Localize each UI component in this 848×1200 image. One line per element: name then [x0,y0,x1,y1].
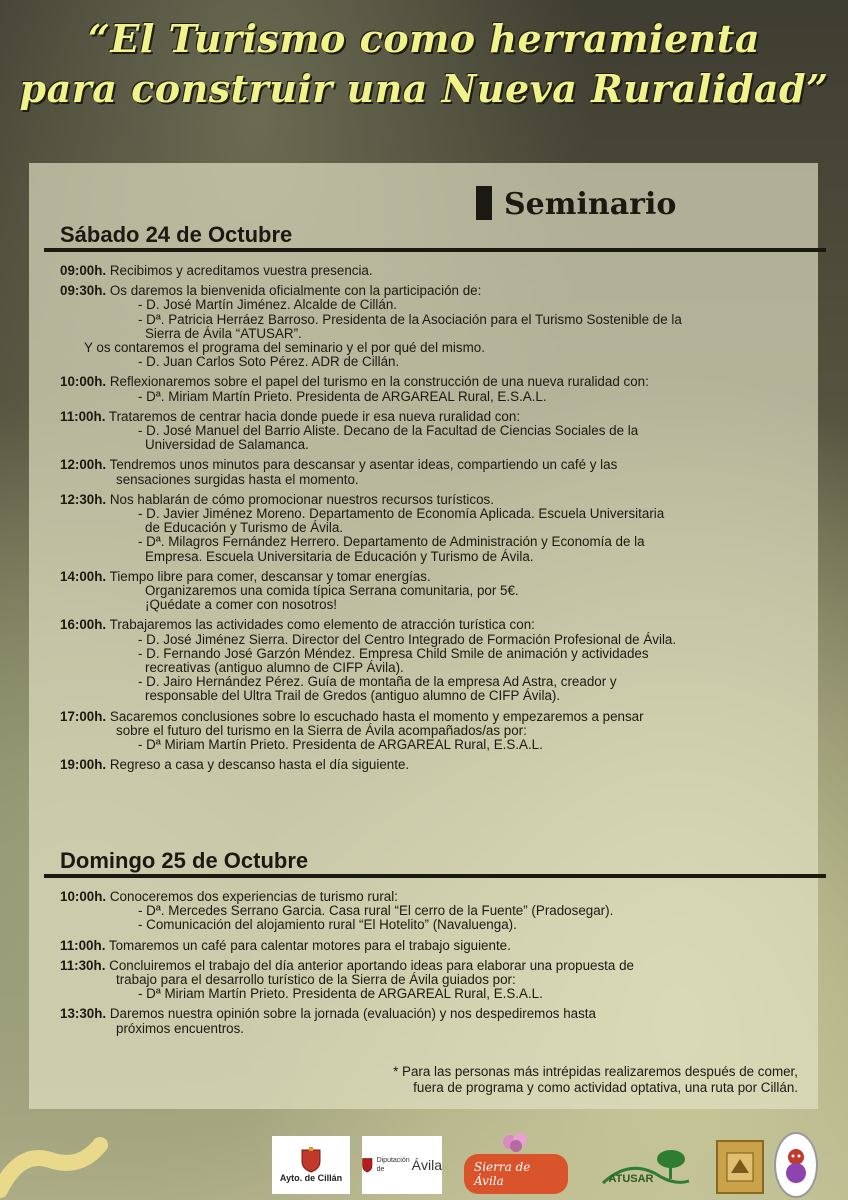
schedule-item [60,410,800,453]
saturday-schedule [60,264,800,779]
speaker-line: - D. Fernando José Garzón Méndez. Empresa Child Smile de animación y actividades [138,645,649,661]
schedule-time: 16:00h. [60,617,107,633]
poster-title [0,14,848,114]
schedule-line [60,570,800,584]
speaker-line: - D. José Martín Jiménez. Alcalde de Cillán. [138,297,397,313]
speaker-line: Organizaremos una comida típica Serrana comunitaria, por 5€. [145,583,519,599]
schedule-time: 19:00h. [60,757,107,773]
province-shield-icon [362,1152,373,1178]
coat-of-arms-icon [300,1147,322,1173]
schedule-item [60,458,800,486]
schedule-time: 14:00h. [60,568,107,584]
schedule-line [60,264,800,278]
schedule-text: Concluiremos el trabajo del día anterior aportando ideas para elaborar una propuesta de [109,957,634,973]
diputacion-avila-logo: Diputación de Ávila [362,1136,442,1194]
argareal-logo [716,1140,764,1194]
schedule-text: Trataremos de centrar hacia donde puede ir esa nueva ruralidad con: [108,408,521,424]
schedule-time: 10:00h. [60,374,107,390]
schedule-time: 10:00h. [60,889,107,904]
speaker-line: - D. José Jiménez Sierra. Director del Centro Integrado de Formación Profesional de Ávila. [138,631,677,647]
schedule-item [60,264,800,278]
footnote [300,1064,798,1096]
schedule-text: Regreso a casa y descanso hasta el día siguiente. [109,757,410,773]
atusar-logo: ATUSAR [598,1138,694,1194]
schedule-time: 12:30h. [60,491,107,507]
schedule-text: Tendremos unos minutos para descansar y asentar ideas, compartiendo un café y las [109,457,618,473]
schedule-line [60,890,800,904]
schedule-text: trabajo para el desarrollo turístico de la Sierra de Ávila guiados por: [116,972,516,988]
schedule-text: sensaciones surgidas hasta el momento. [116,471,359,487]
speaker-line: recreativas (antiguo alumno de CIFP Ávila). [145,660,404,676]
schedule-line [60,724,800,738]
schedule-line [60,959,800,973]
cifp-logo [774,1132,818,1198]
schedule-line [60,493,800,507]
schedule-time: 09:30h. [60,283,107,299]
speaker-line: - D. Juan Carlos Soto Pérez. ADR de Cillán. [138,354,400,370]
schedule-item [60,375,800,403]
character-emblem-icon [781,1143,811,1187]
argareal-emblem-icon [723,1149,757,1185]
schedule-text: Recibimos y acreditamos vuestra presencia. [109,263,373,278]
saturday-rule [44,248,826,252]
speaker-line: - Comunicación del alojamiento rural “El Hotelito” (Navaluenga). [138,917,517,933]
schedule-text: Nos hablarán de cómo promocionar nuestros recursos turísticos. [109,491,494,507]
sunday-heading: Domingo 25 de Octubre [60,848,309,873]
schedule-time: 11:30h. [60,957,106,973]
schedule-line [60,1022,800,1036]
schedule-text: Os daremos la bienvenida oficialmente con la participación de: [109,283,482,299]
schedule-line [60,618,800,632]
schedule-line [60,973,800,987]
schedule-text: Conoceremos dos experiencias de turismo rural: [109,889,398,904]
schedule-text: próximos encuentros. [116,1020,245,1036]
schedule-time: 13:30h. [60,1006,107,1022]
speaker-line: - Dª. Milagros Fernández Herrero. Departamento de Administración y Economía de la [138,534,645,550]
ayto-cillan-logo: Ayto. de Cillán [272,1136,350,1194]
schedule-text: sobre el futuro del turismo en la Sierra de Ávila acompañados/as por: [116,722,527,738]
speaker-line: ¡Quédate a comer con nosotros! [145,597,338,613]
roman-numeral-one [476,186,492,220]
schedule-line [60,473,800,487]
title-line-2: para construir una Nueva Ruralidad” [19,66,829,111]
schedule-text: Tomaremos un café para calentar motores para el trabajo siguiente. [108,937,511,953]
schedule-time: 11:00h. [60,937,106,953]
schedule-line [60,458,800,472]
schedule-item [60,959,800,1002]
speaker-line: de Educación y Turismo de Ávila. [145,520,343,536]
schedule-extra-line: Y os contaremos el programa del seminario y el por qué del mismo. [84,340,485,356]
sunday-schedule [60,890,800,1042]
saturday-heading: Sábado 24 de Octubre [60,222,293,247]
schedule-time: 12:00h. [60,457,107,473]
schedule-item [60,284,800,369]
speaker-line: responsable del Ultra Trail de Gredos (antiguo alumno de CIFP Ávila). [145,688,561,704]
schedule-text: Daremos nuestra opinión sobre la jornada (evaluación) y nos despediremos hasta [109,1006,596,1022]
schedule-item [60,570,800,613]
schedule-time: 11:00h. [60,408,106,424]
sponsor-logos [0,1128,848,1200]
footnote-line-2: fuera de programa y como actividad optativa, una ruta por Cillán. [413,1080,798,1095]
schedule-line [60,284,800,298]
speaker-line: - D. Javier Jiménez Moreno. Departamento de Economía Aplicada. Escuela Universitaria [138,506,665,522]
speaker-line: - D. José Manuel del Barrio Aliste. Decano de la Facultad de Ciencias Sociales de la [138,423,639,439]
schedule-item [60,890,800,933]
speaker-line: Universidad de Salamanca. [145,437,309,453]
schedule-text: Reflexionaremos sobre el papel del turismo en la construcción de una nueva ruralidad con: [109,374,649,390]
speaker-line: - Dª. Patricia Herráez Barroso. Presidenta de la Asociación para el Turismo Sostenible de la [138,311,682,327]
schedule-line [60,1007,800,1021]
footnote-line-1: * Para las personas más intrépidas realizaremos después de comer, [393,1064,798,1079]
speaker-line: - Dª Miriam Martín Prieto. Presidenta de ARGAREAL Rural, E.S.A.L. [138,986,543,1002]
speaker-line: - Dª Miriam Martín Prieto. Presidenta de ARGAREAL Rural, E.S.A.L. [138,737,543,753]
seminar-label: Seminario [476,185,676,225]
schedule-item [60,493,800,564]
speaker-line: Sierra de Ávila “ATUSAR”. [145,325,302,341]
schedule-text: Sacaremos conclusiones sobre lo escuchado hasta el momento y empezaremos a pensar [109,708,644,724]
schedule-item [60,939,800,953]
schedule-line [60,939,800,953]
schedule-item [60,1007,800,1035]
speaker-line: - D. Jairo Hernández Pérez. Guía de montaña de la empresa Ad Astra, creador y [138,674,617,690]
flower-icon [496,1132,536,1154]
schedule-item [60,618,800,703]
schedule-line [60,758,800,772]
schedule-item [60,710,800,753]
schedule-item [60,758,800,772]
schedule-time: 17:00h. [60,708,107,724]
speaker-line: Empresa. Escuela Universitaria de Educación y Turismo de Ávila. [145,548,534,564]
schedule-time: 09:00h. [60,263,107,278]
schedule-line [60,375,800,389]
schedule-line [60,410,800,424]
sierra-de-avila-logo: Sierra de Ávila [464,1128,568,1198]
schedule-text: Trabajaremos las actividades como elemento de atracción turística con: [109,617,535,633]
speaker-line: - Dª. Miriam Martín Prieto. Presidenta de ARGAREAL Rural, E.S.A.L. [138,388,547,404]
schedule-text: Tiempo libre para comer, descansar y tomar energías. [109,568,431,584]
speaker-line: - Dª. Mercedes Serrano Garcia. Casa rural “El cerro de la Fuente” (Pradosegar). [138,903,614,919]
sunday-rule [44,874,826,878]
title-line-1: “El Turismo como herramienta [88,16,760,61]
schedule-line [60,710,800,724]
